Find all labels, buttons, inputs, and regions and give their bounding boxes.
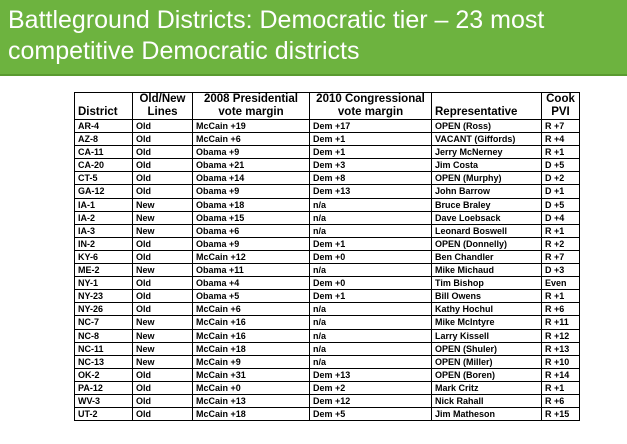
cell-district: PA-12 [75,381,133,394]
header-representative: Representative [432,93,542,120]
cell-cook-pvi: R +4 [542,133,580,146]
cell-representative: Leonard Boswell [432,224,542,237]
cell-congressional-margin: Dem +17 [310,120,432,133]
cell-lines: Old [133,159,193,172]
cell-lines: New [133,224,193,237]
table-row [75,172,580,185]
cell-district: NC-11 [75,342,133,355]
cell-presidential-margin: Obama +21 [193,159,310,172]
header-lines: Old/New Lines [133,93,193,120]
cell-cook-pvi: D +5 [542,198,580,211]
cell-cook-pvi: R +12 [542,329,580,342]
cell-presidential-margin: Obama +11 [193,264,310,277]
cell-representative: Jim Matheson [432,408,542,421]
cell-congressional-margin: Dem +5 [310,408,432,421]
cell-presidential-margin: Obama +6 [193,224,310,237]
cell-district: IN-2 [75,237,133,250]
cell-lines: New [133,198,193,211]
table-row [75,329,580,342]
cell-presidential-margin: Obama +9 [193,237,310,250]
cell-cook-pvi: D +5 [542,159,580,172]
table-row [75,224,580,237]
cell-cook-pvi: D +1 [542,185,580,198]
cell-cook-pvi: R +6 [542,303,580,316]
cell-lines: Old [133,185,193,198]
cell-presidential-margin: McCain +18 [193,408,310,421]
cell-congressional-margin: Dem +1 [310,290,432,303]
table-row [75,368,580,381]
cell-district: AZ-8 [75,133,133,146]
cell-congressional-margin: Dem +1 [310,237,432,250]
cell-cook-pvi: D +4 [542,211,580,224]
table-row [75,237,580,250]
cell-district: AR-4 [75,120,133,133]
cell-presidential-margin: McCain +6 [193,303,310,316]
cell-representative: Bruce Braley [432,198,542,211]
cell-lines: Old [133,237,193,250]
cell-congressional-margin: Dem +2 [310,381,432,394]
cell-representative: Bill Owens [432,290,542,303]
cell-congressional-margin: Dem +0 [310,277,432,290]
cell-lines: New [133,355,193,368]
cell-presidential-margin: McCain +13 [193,394,310,407]
cell-congressional-margin: n/a [310,303,432,316]
cell-representative: John Barrow [432,185,542,198]
cell-lines: New [133,316,193,329]
cell-cook-pvi: R +1 [542,381,580,394]
cell-presidential-margin: Obama +4 [193,277,310,290]
cell-lines: Old [133,250,193,263]
cell-district: NC-7 [75,316,133,329]
cell-cook-pvi: R +14 [542,368,580,381]
cell-congressional-margin: Dem +13 [310,368,432,381]
table-row [75,211,580,224]
cell-presidential-margin: McCain +31 [193,368,310,381]
cell-presidential-margin: McCain +9 [193,355,310,368]
cell-cook-pvi: R +1 [542,224,580,237]
cell-presidential-margin: McCain +19 [193,120,310,133]
districts-table [74,92,580,421]
cell-presidential-margin: McCain +16 [193,316,310,329]
cell-district: CA-11 [75,146,133,159]
cell-lines: Old [133,368,193,381]
cell-lines: New [133,342,193,355]
cell-presidential-margin: Obama +5 [193,290,310,303]
cell-congressional-margin: n/a [310,355,432,368]
cell-cook-pvi: Even [542,277,580,290]
cell-district: NY-1 [75,277,133,290]
cell-lines: Old [133,146,193,159]
cell-representative: Larry Kissell [432,329,542,342]
cell-representative: OPEN (Ross) [432,120,542,133]
cell-congressional-margin: Dem +12 [310,394,432,407]
cell-cook-pvi: R +7 [542,250,580,263]
cell-lines: Old [133,381,193,394]
cell-representative: VACANT (Giffords) [432,133,542,146]
cell-representative: Mike McIntyre [432,316,542,329]
cell-district: NC-8 [75,329,133,342]
cell-presidential-margin: McCain +0 [193,381,310,394]
cell-district: IA-2 [75,211,133,224]
cell-presidential-margin: McCain +16 [193,329,310,342]
cell-congressional-margin: Dem +8 [310,172,432,185]
cell-district: GA-12 [75,185,133,198]
table-row [75,316,580,329]
header-congressional-margin: 2010 Congressional vote margin [310,93,432,120]
cell-representative: Kathy Hochul [432,303,542,316]
cell-district: IA-1 [75,198,133,211]
cell-presidential-margin: Obama +9 [193,185,310,198]
cell-representative: Mark Critz [432,381,542,394]
cell-presidential-margin: Obama +14 [193,172,310,185]
table-row [75,408,580,421]
cell-congressional-margin: Dem +3 [310,159,432,172]
cell-presidential-margin: Obama +18 [193,198,310,211]
cell-representative: OPEN (Donnelly) [432,237,542,250]
cell-congressional-margin: Dem +1 [310,146,432,159]
cell-congressional-margin: Dem +1 [310,133,432,146]
header-presidential-margin: 2008 Presidential vote margin [193,93,310,120]
cell-cook-pvi: R +7 [542,120,580,133]
cell-congressional-margin: n/a [310,329,432,342]
cell-lines: New [133,329,193,342]
cell-cook-pvi: D +2 [542,172,580,185]
table-row [75,159,580,172]
cell-representative: OPEN (Shuler) [432,342,542,355]
cell-lines: New [133,211,193,224]
table-row [75,394,580,407]
cell-lines: Old [133,290,193,303]
cell-district: WV-3 [75,394,133,407]
table-row [75,146,580,159]
cell-cook-pvi: R +10 [542,355,580,368]
cell-lines: Old [133,303,193,316]
districts-table-container [74,92,579,421]
cell-lines: Old [133,120,193,133]
cell-lines: Old [133,408,193,421]
cell-presidential-margin: Obama +15 [193,211,310,224]
cell-district: NY-26 [75,303,133,316]
cell-representative: OPEN (Murphy) [432,172,542,185]
header-district: District [75,93,133,120]
cell-lines: Old [133,394,193,407]
cell-congressional-margin: n/a [310,342,432,355]
cell-district: OK-2 [75,368,133,381]
cell-presidential-margin: McCain +6 [193,133,310,146]
table-row [75,133,580,146]
cell-congressional-margin: Dem +0 [310,250,432,263]
cell-cook-pvi: R +6 [542,394,580,407]
cell-district: CT-5 [75,172,133,185]
cell-cook-pvi: R +1 [542,290,580,303]
cell-representative: Jerry McNerney [432,146,542,159]
cell-presidential-margin: Obama +9 [193,146,310,159]
table-row [75,185,580,198]
cell-district: ME-2 [75,264,133,277]
cell-cook-pvi: R +2 [542,237,580,250]
cell-congressional-margin: n/a [310,211,432,224]
table-row [75,277,580,290]
cell-representative: Jim Costa [432,159,542,172]
cell-representative: OPEN (Miller) [432,355,542,368]
cell-district: IA-3 [75,224,133,237]
cell-district: KY-6 [75,250,133,263]
cell-congressional-margin: n/a [310,316,432,329]
table-body [75,120,580,421]
cell-representative: Nick Rahall [432,394,542,407]
cell-cook-pvi: R +15 [542,408,580,421]
header-divider [0,74,627,76]
table-row [75,264,580,277]
cell-representative: Tim Bishop [432,277,542,290]
header-cook-pvi: Cook PVI [542,93,580,120]
table-row [75,250,580,263]
cell-representative: OPEN (Boren) [432,368,542,381]
table-row [75,303,580,316]
cell-presidential-margin: McCain +18 [193,342,310,355]
cell-cook-pvi: R +11 [542,316,580,329]
cell-congressional-margin: n/a [310,264,432,277]
cell-lines: New [133,264,193,277]
cell-district: NY-23 [75,290,133,303]
table-header-row [75,93,580,120]
cell-congressional-margin: n/a [310,224,432,237]
table-row [75,120,580,133]
cell-district: NC-13 [75,355,133,368]
cell-cook-pvi: D +3 [542,264,580,277]
cell-presidential-margin: McCain +12 [193,250,310,263]
table-row [75,381,580,394]
table-row [75,355,580,368]
cell-lines: Old [133,277,193,290]
table-row [75,198,580,211]
table-row [75,290,580,303]
cell-representative: Ben Chandler [432,250,542,263]
table-row [75,342,580,355]
cell-district: UT-2 [75,408,133,421]
cell-congressional-margin: Dem +13 [310,185,432,198]
slide-title: Battleground Districts: Democratic tier – 23 most competitive Democratic districts [8,6,545,65]
cell-cook-pvi: R +1 [542,146,580,159]
cell-district: CA-20 [75,159,133,172]
cell-representative: Mike Michaud [432,264,542,277]
cell-congressional-margin: n/a [310,198,432,211]
cell-lines: Old [133,172,193,185]
cell-lines: Old [133,133,193,146]
cell-representative: Dave Loebsack [432,211,542,224]
cell-cook-pvi: R +13 [542,342,580,355]
